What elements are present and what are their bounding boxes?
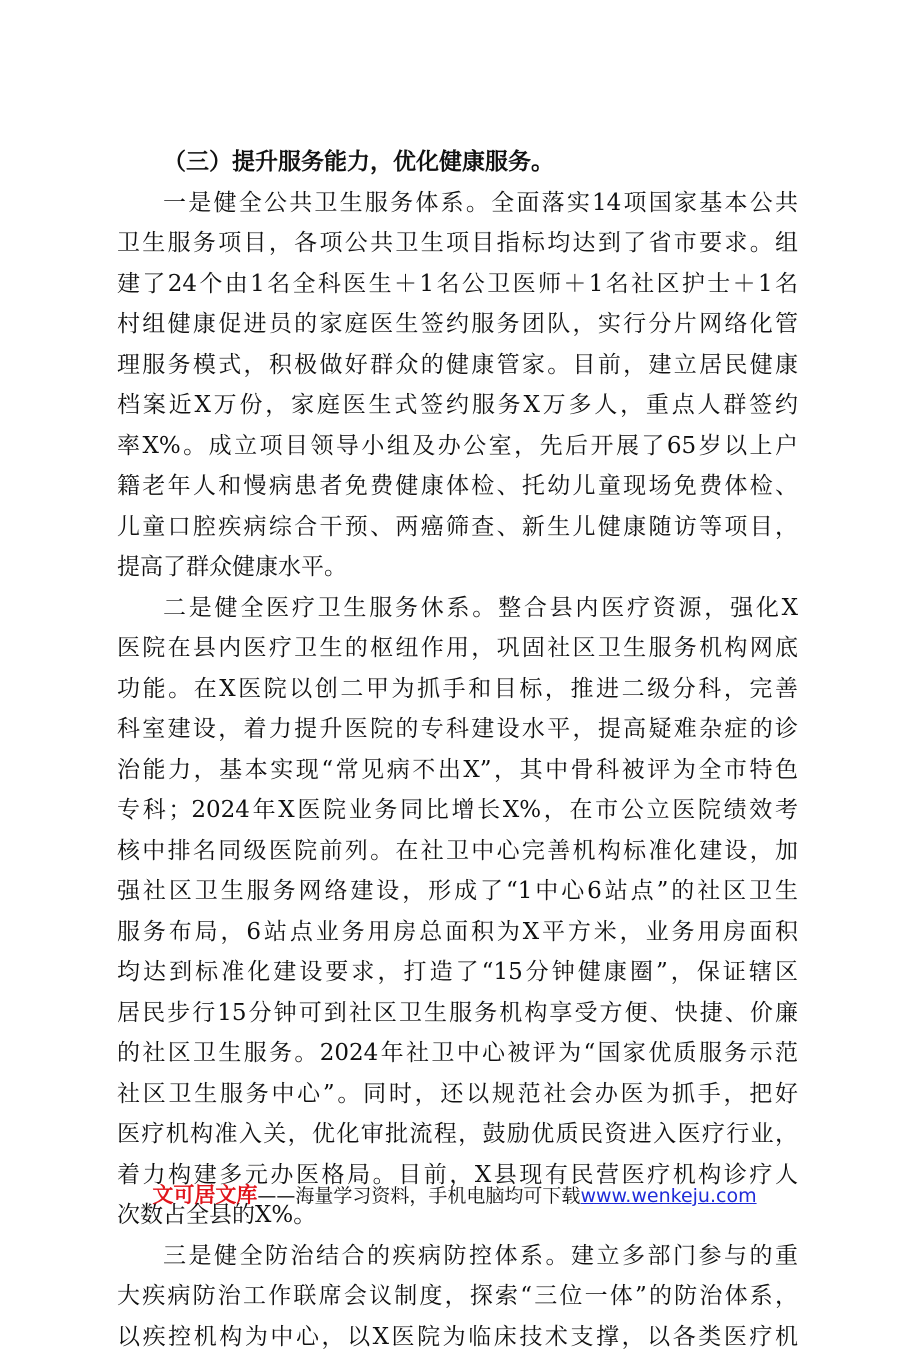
text-line: 社区卫生服务中心”。同时，还以规范社会办医为抓手，把好 [117,1074,798,1115]
text-line: 一是健全公共卫生服务体系。全面落实14项国家基本公共 [117,183,798,224]
paragraph-3 [117,1236,798,1357]
text-line: 三是健全防治结合的疾病防控体系。建立多部门参与的重 [117,1236,798,1277]
section-heading: （三）提升服务能力，优化健康服务。 [117,142,798,183]
text-line: 档案近X万份，家庭医生式签约服务X万多人，重点人群签约 [117,385,798,426]
text-line: 籍老年人和慢病患者免费健康体检、托幼儿童现场免费体检、 [117,466,798,507]
text-line: 二是健全医疗卫生服务休系。整合县内医疗资源，强化X [117,588,798,629]
website-link[interactable]: www.wenkeju.com [580,1185,756,1207]
footer-dash: —— [257,1185,295,1207]
text-line: 理服务模式，积极做好群众的健康管家。目前，建立居民健康 [117,345,798,386]
text-line: 村组健康促进员的家庭医生签约服务团队，实行分片网络化管 [117,304,798,345]
paragraph-2 [117,588,798,1236]
text-line: 建了24个由1名全科医生＋1名公卫医师＋1名社区护士＋1名 [117,264,798,305]
text-line: 医院在县内医疗卫生的枢纽作用，巩固社区卫生服务机构网底 [117,628,798,669]
text-line: 均达到标准化建设要求，打造了“15分钟健康圈”，保证辖区 [117,952,798,993]
text-line: 提高了群众健康水平。 [117,547,798,588]
text-line: 以疾控机构为中心，以X医院为临床技术支撑，以各类医疗机 [117,1317,798,1357]
text-line: 专科；2024年X医院业务同比增长X%，在市公立医院绩效考 [117,790,798,831]
footer-banner [0,1180,909,1211]
text-line: 功能。在X医院以创二甲为抓手和目标，推进二级分科，完善 [117,669,798,710]
text-line: 强社区卫生服务网络建设，形成了“1中心6站点”的社区卫生 [117,871,798,912]
text-line: 大疾病防治工作联席会议制度，探索“三位一体”的防治体系， [117,1276,798,1317]
document-body [117,142,798,1357]
text-line: 治能力，基本实现“常见病不出X”，其中骨科被评为全市特色 [117,750,798,791]
text-line: 服务布局，6站点业务用房总面积为X平方米，业务用房面积 [117,912,798,953]
paragraph-1 [117,183,798,588]
text-line: 卫生服务项目，各项公共卫生项目指标均达到了省市要求。组 [117,223,798,264]
footer-slogan: 海量学习资料，手机电脑均可下载 [295,1185,580,1207]
text-line: 科室建设，着力提升医院的专科建设水平，提高疑难杂症的诊 [117,709,798,750]
text-line: 核中排名同级医院前列。在社卫中心完善机构标准化建设，加 [117,831,798,872]
text-line: 次数占全县的X%。 [117,1195,798,1236]
text-line: 医疗机构准入关，优化审批流程，鼓励优质民资进入医疗行业， [117,1114,798,1155]
text-line: 着力构建多元办医格局。目前，X县现有民营医疗机构诊疗人 [117,1155,798,1196]
text-line: 的社区卫生服务。2024年社卫中心被评为“国家优质服务示范 [117,1033,798,1074]
text-line: 率X%。成立项目领导小组及办公室，先后开展了65岁以上户 [117,426,798,467]
text-line: 儿童口腔疾病综合干预、两癌筛查、新生儿健康随访等项目， [117,507,798,548]
brand-name: 文可居文库 [152,1183,257,1207]
text-line: 居民步行15分钟可到社区卫生服务机构享受方便、快捷、价廉 [117,993,798,1034]
